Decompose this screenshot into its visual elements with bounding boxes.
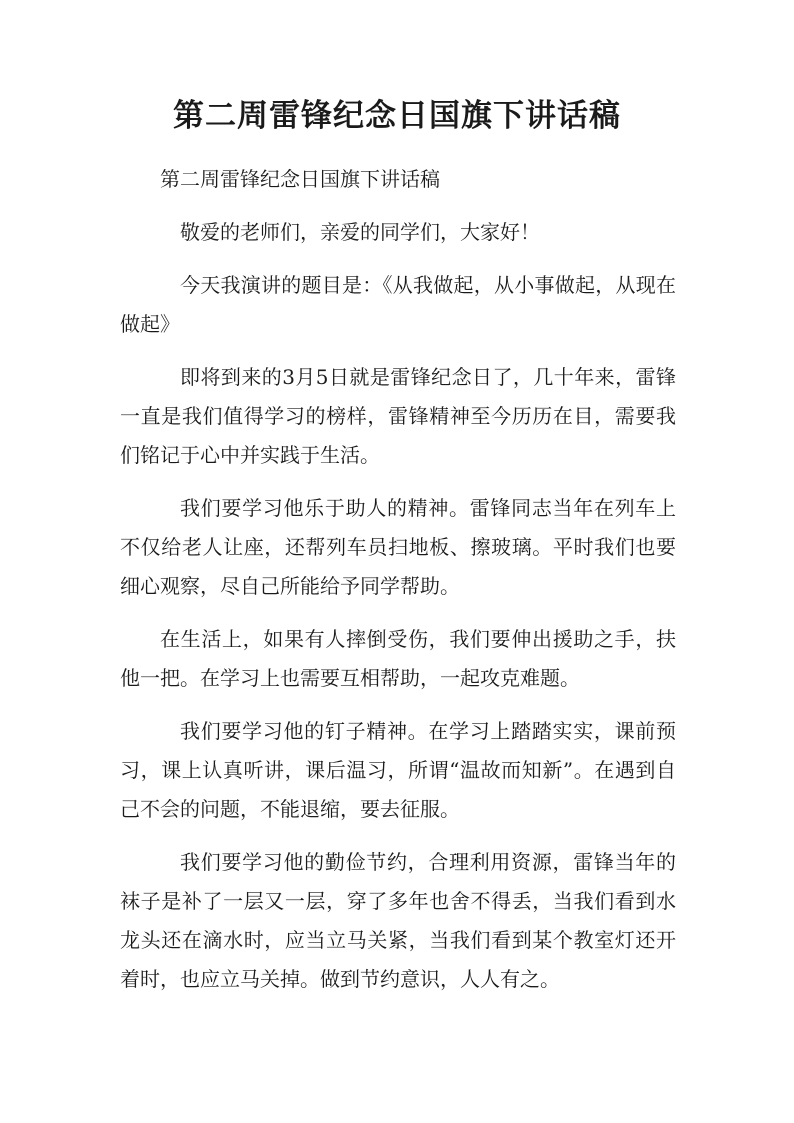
paragraph-topic: 今天我演讲的题目是：《从我做起，从小事做起，从现在做起》 [120, 273, 676, 336]
document-body [120, 160, 676, 1013]
paragraph-life: 在生活上，如果有人摔倒受伤，我们要伸出援助之手，扶他一把。在学习上也需要互相帮助，一起攻克难题。 [120, 627, 676, 690]
paragraph-frugality: 我们要学习他的勤俭节约，合理利用资源，雷锋当年的袜子是补了一层又一层，穿了多年也舍不得丢，当我们看到水龙头还在滴水时，应当立马关紧，当我们看到某个教室灯还开着时，也应立马关掉。做到节约意识，人人有之。 [120, 850, 676, 991]
paragraph-nail-spirit: 我们要学习他的钉子精神。在学习上踏踏实实，课前预习，课上认真听讲，课后温习，所谓“温故而知新”。在遇到自己不会的问题，不能退缩，要去征服。 [120, 719, 676, 821]
paragraph-intro: 即将到来的3月5日就是雷锋纪念日了，几十年来，雷锋一直是我们值得学习的榜样，雷锋精神至今历历在目，需要我们铭记于心中并实践于生活。 [120, 365, 676, 467]
paragraph-subtitle: 第二周雷锋纪念日国旗下讲话稿 [160, 167, 440, 191]
document-title: 第二周雷锋纪念日国旗下讲话稿 [173, 98, 621, 134]
paragraph-helping: 我们要学习他乐于助人的精神。雷锋同志当年在列车上不仅给老人让座，还帮列车员扫地板、擦玻璃。平时我们也要细心观察，尽自己所能给予同学帮助。 [120, 496, 676, 598]
paragraph-greeting: 敬爱的老师们，亲爱的同学们，大家好！ [180, 220, 540, 244]
